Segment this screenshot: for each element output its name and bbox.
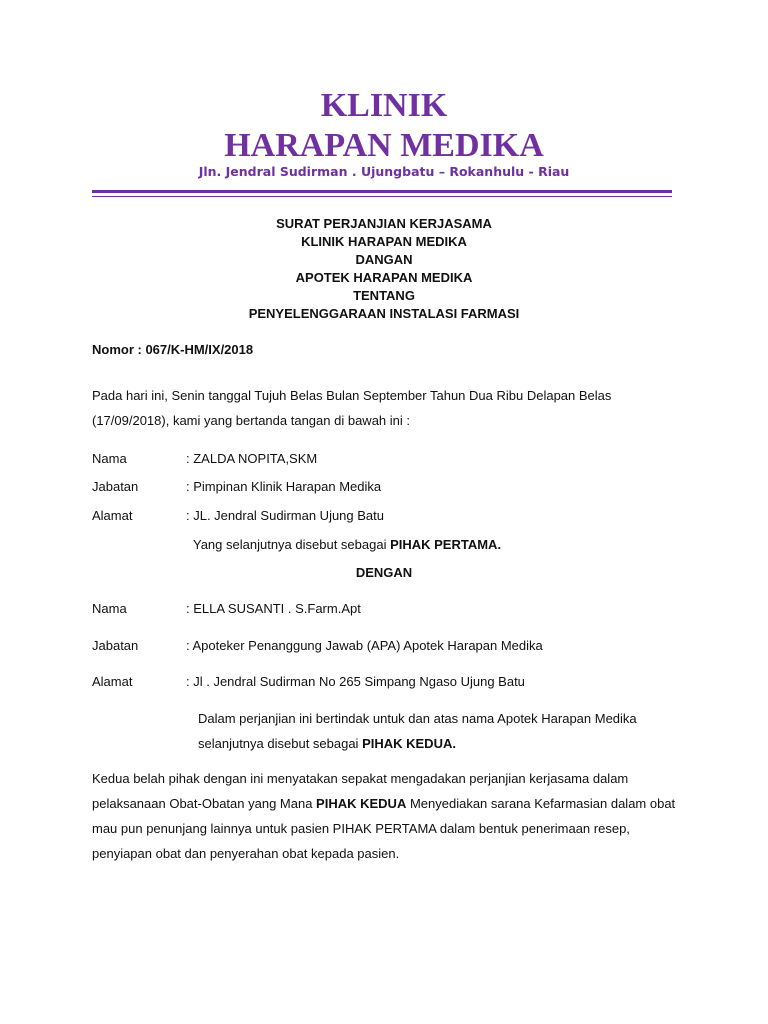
- party2-jabatan-value: : Apoteker Penanggung Jawab (APA) Apotek Harapan Medika: [186, 638, 543, 653]
- heading-line-5: TENTANG: [353, 288, 415, 303]
- letterhead-title-line1: KLINIK: [320, 87, 448, 124]
- opening-line-2: (17/09/2018), kami yang bertanda tangan di bawah ini :: [92, 413, 410, 428]
- party2-nama-label: Nama: [92, 601, 127, 616]
- party2-designation-line-1: Dalam perjanjian ini bertindak untuk dan atas nama Apotek Harapan Medika: [198, 711, 637, 726]
- party1-alamat-label: Alamat: [92, 508, 133, 523]
- party2-designation-bold: PIHAK KEDUA.: [362, 736, 456, 751]
- party1-designation: [193, 537, 501, 553]
- letterhead-title-line2: HARAPAN MEDIKA: [224, 127, 544, 164]
- closing-line-2-bold: PIHAK KEDUA: [316, 796, 407, 811]
- heading-line-6: PENYELENGGARAAN INSTALASI FARMASI: [248, 306, 520, 321]
- heading-line-4: APOTEK HARAPAN MEDIKA: [295, 270, 473, 285]
- heading-line-3: DANGAN: [355, 252, 413, 267]
- closing-line-2-prefix: pelaksanaan Obat-Obatan yang Mana: [92, 796, 317, 811]
- letterhead-rule-thin: [92, 196, 672, 197]
- party2-alamat-label: Alamat: [92, 674, 133, 689]
- heading-line-2: KLINIK HARAPAN MEDIKA: [301, 234, 467, 249]
- party1-nama-label: Nama: [92, 451, 127, 466]
- heading-line-1: SURAT PERJANJIAN KERJASAMA: [276, 216, 492, 231]
- closing-line-2-suffix: Menyediakan sarana Kefarmasian dalam obat: [406, 796, 676, 811]
- party2-designation-line-2: [198, 736, 456, 752]
- party1-designation-bold: PIHAK PERTAMA.: [390, 537, 502, 552]
- dengan-separator: DENGAN: [355, 565, 413, 580]
- party2-alamat-value: : Jl . Jendral Sudirman No 265 Simpang Ngaso Ujung Batu: [186, 674, 525, 689]
- letter-number: Nomor : 067/K-HM/IX/2018: [92, 342, 254, 357]
- closing-line-3: mau pun penunjang lainnya untuk pasien PIHAK PERTAMA dalam bentuk penerimaan resep,: [92, 821, 630, 836]
- opening-line-1: Pada hari ini, Senin tanggal Tujuh Belas Bulan September Tahun Dua Ribu Delapan Belas: [92, 388, 612, 403]
- letterhead-address: Jln. Jendral Sudirman . Ujungbatu – Rokanhulu - Riau: [198, 164, 570, 179]
- party2-designation-prefix: selanjutnya disebut sebagai: [198, 736, 363, 751]
- letterhead-rule-thick: [92, 190, 672, 193]
- party1-designation-prefix: Yang selanjutnya disebut sebagai: [193, 537, 391, 552]
- closing-line-4: penyiapan obat dan penyerahan obat kepada pasien.: [92, 846, 400, 861]
- party1-jabatan-label: Jabatan: [92, 479, 139, 494]
- party1-nama-value: : ZALDA NOPITA,SKM: [186, 451, 318, 466]
- party1-jabatan-value: : Pimpinan Klinik Harapan Medika: [186, 479, 382, 494]
- party2-nama-value: : ELLA SUSANTI . S.Farm.Apt: [186, 601, 361, 616]
- closing-line-1: Kedua belah pihak dengan ini menyatakan sepakat mengadakan perjanjian kerjasama dalam: [92, 771, 629, 786]
- party1-alamat-value: : JL. Jendral Sudirman Ujung Batu: [186, 508, 384, 523]
- closing-line-2: [92, 796, 675, 812]
- party2-jabatan-label: Jabatan: [92, 638, 139, 653]
